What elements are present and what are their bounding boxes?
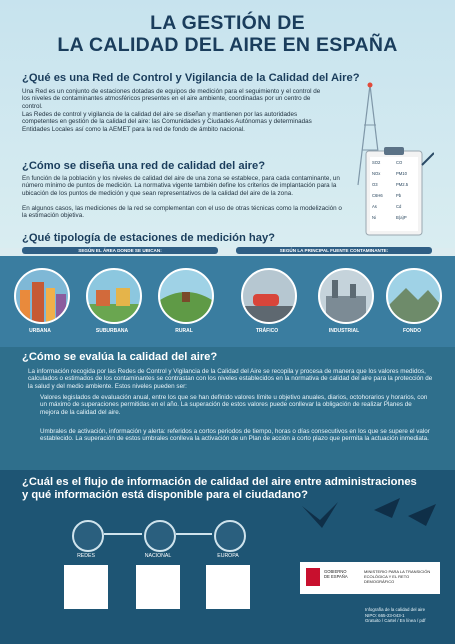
section-evalua-paragraph: La información recogida por las Redes de Control y Vigilancia de la Calidad del Aire se recopila y procesa de manera que los valores medidos, calculados o estimados de los contaminantes se contrastan con los niveles establecidos en la normativa de calidad del aire para la protección de la salud y del medio ambiente. Estos niveles pueden ser: [28,368,433,390]
type-label-trafico: TRÁFICO [255,328,279,334]
type-label-fondo: FONDO [402,328,422,334]
node-label-redes: REDES [77,553,95,559]
type-label-rural: RURAL [175,328,193,334]
europa-node-stars-icon [214,520,246,552]
section-heading-evalua: ¿Cómo se evalúa la calidad del aire? [22,351,218,363]
footer-line-1: Infografía de la calidad del aire [365,607,426,612]
urbana-illustration [14,268,70,324]
swallow-bird-icon [300,496,340,536]
strip-source: SEGÚN LA PRINCIPAL FUENTE CONTAMINANTE: [236,247,432,254]
checklist-grid [372,160,422,230]
checklist-item-pb: Pb [396,193,402,198]
qr-code-nacional[interactable] [136,565,180,609]
type-label-industrial: INDUSTRIAL [328,328,360,334]
checklist-item-pm25: PM2.5 [396,182,409,187]
type-label-suburbana: SUBURBANA [95,328,129,334]
section-heading-flujo-1: ¿Cuál es el flujo de información de calidad del aire entre administraciones [22,476,417,488]
checklist-item-nox: NOx [372,171,381,176]
gov-line-1: GOBIERNO [324,569,347,574]
section-red-paragraph-2: Las Redes de control y vigilancia de la calidad del aire se diseñan y mantienen por las autoridades competentes en gestión de la calidad del aire: las Comunidades y Ciudades Autónomas y determinadas Entidades Locales así como la AEMET para la red de fondo de ámbito nacional. [22,111,312,133]
checklist-item-so2: SO2 [372,160,381,165]
section-red-paragraph-1: Una Red es un conjunto de estaciones dotadas de equipos de medición para el seguimiento y el control de los niveles de contaminantes atmosféricos presentes en el aire ambiente, coordinadas por un centro de control. [22,88,321,110]
nacional-node-building-icon [144,520,176,552]
section-diseno-paragraph-1: En función de la población y los niveles de calidad del aire de una zona se establece, para cada contaminante, un número mínimo de puntos de medición. La normativa vigente también define los criterios de implantación para la ubicación de los puntos de medición y que sean representativos de la calidad del aire de la zona. [22,175,340,197]
suburbana-illustration [86,268,142,324]
industrial-illustration [318,268,374,324]
section-heading-tipologia: ¿Qué tipología de estaciones de medición hay? [22,232,276,244]
checklist-item-ni: Ni [372,215,376,220]
checklist-item-bap: B(a)P [396,215,407,220]
flow-arrow-2 [176,533,212,535]
qr-code-europa[interactable] [206,565,250,609]
checklist-item-cd: Cd [396,204,402,209]
checklist-item-pm10: PM10 [396,171,407,176]
flow-arrow-1 [104,533,142,535]
strip-area: SEGÚN EL ÁREA DONDE SE UBICAN: [22,247,218,254]
trafico-illustration [241,268,297,324]
title-line-1: LA GESTIÓN DE [150,12,305,34]
node-label-europa: EUROPA [217,553,239,559]
checklist-item-o3: O3 [372,182,378,187]
checklist-item-co: CO [396,160,403,165]
footer-info [365,607,426,624]
swallows-pair-icon [370,490,440,530]
node-label-nacional: NACIONAL [144,553,172,559]
checklist-item-c6h6: C6H6 [372,193,383,198]
fondo-illustration [386,268,442,324]
page-title [0,12,455,56]
ministry-name: MINISTERIO PARA LA TRANSICIÓN ECOLÓGICA Y EL RETO DEMOGRÁFICO [364,569,431,584]
rural-illustration [158,268,214,324]
coat-of-arms-icon [306,568,320,586]
gov-line-2: DE ESPAÑA [324,574,348,579]
government-logo-block [300,562,440,594]
checklist-item-as: As [372,204,377,209]
qr-code-redes[interactable] [64,565,108,609]
bullet-umbrales: Umbrales de activación, información y alerta: referidos a cortos periodos de tiempo, horas o días consecutivos en los que se supere el valor establecido. La superación de estos umbrales conlleva la activación de un Plan de acción a corto plazo que permita la actuación inmediata. [40,428,430,443]
type-label-urbana: URBANA [29,328,51,334]
section-diseno-paragraph-2: En algunos casos, las mediciones de la red se complementan con el uso de otras técnicas como la modelización o la estimación objetiva. [22,205,342,220]
section-heading-flujo-2: y qué información está disponible para el ciudadano? [22,489,308,501]
bullet-valores-legislados: Valores legislados de evaluación anual, entre los que se han definido valores límite u objetivo anuales, diarios, octohorarios y horarios, con un máximo de superaciones permitidas en el año. La superación de estos valores puede conllevar la obligación de realizar Planes de mejora de la calidad del aire. [40,394,428,416]
redes-node-location-icon [72,520,104,552]
footer-line-2: NIPO: 665-23-043-1 [365,612,405,618]
footer-line-3: Gratuito / Cartel / En línea / pdf [365,618,426,623]
section-heading-red: ¿Qué es una Red de Control y Vigilancia de la Calidad del Aire? [22,72,360,84]
section-heading-diseno: ¿Cómo se diseña una red de calidad del aire? [22,160,266,172]
title-line-2: LA CALIDAD DEL AIRE EN ESPAÑA [57,34,398,56]
